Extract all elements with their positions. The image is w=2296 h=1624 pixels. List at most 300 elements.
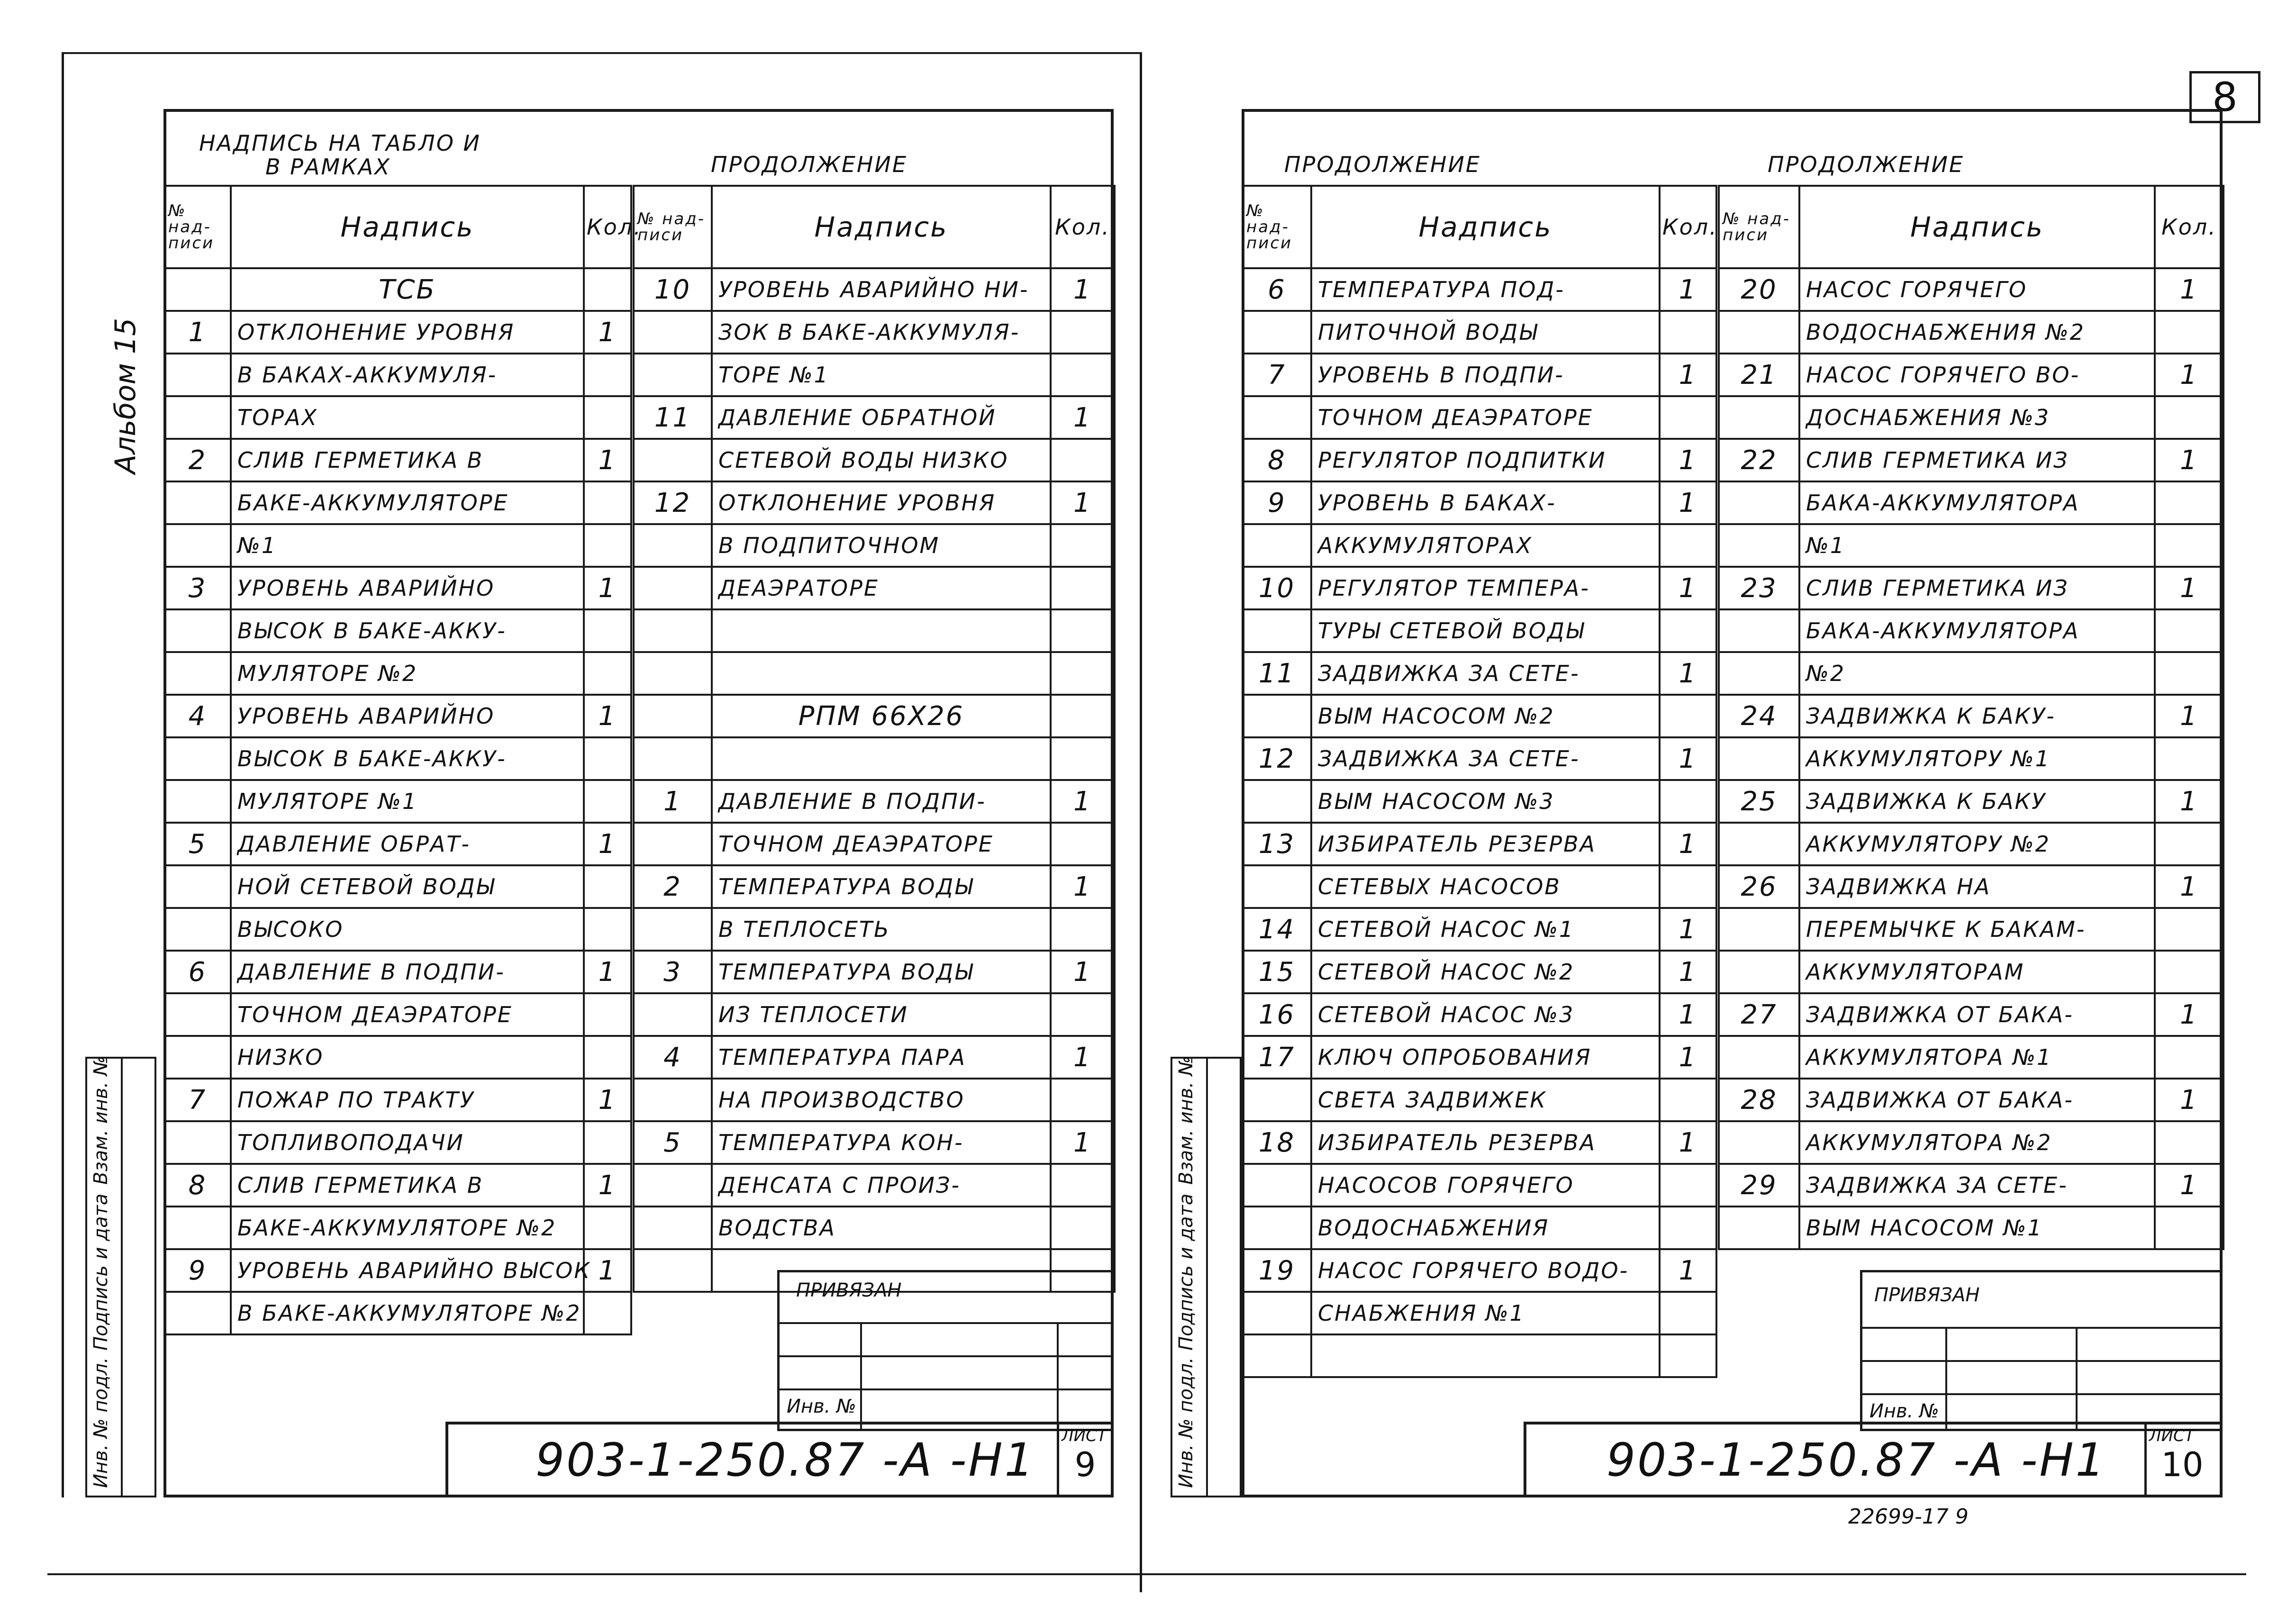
row-qty — [1051, 695, 1115, 737]
row-qty — [584, 780, 631, 823]
table-row — [164, 695, 631, 737]
row-qty: 1 — [1051, 1121, 1115, 1164]
row-number — [634, 695, 712, 737]
row-text — [1311, 1334, 1660, 1377]
row-text: ТУРЫ СЕТЕВОЙ ВОДЫ — [1311, 609, 1660, 652]
row-number — [164, 524, 231, 567]
row-qty: 1 — [584, 695, 631, 737]
row-number: 3 — [164, 567, 231, 609]
row-qty — [1660, 1207, 1716, 1249]
table-row — [634, 908, 1115, 951]
row-qty — [2155, 951, 2223, 993]
row-number: 15 — [1243, 951, 1311, 993]
table-row — [1719, 1036, 2223, 1079]
row-text: ЗАДВИЖКА ОТ БАКА- — [1799, 1079, 2155, 1121]
row-text: ЗОК В БАКЕ-АККУМУЛЯ- — [712, 311, 1051, 354]
row-number: 10 — [634, 268, 712, 311]
table-row — [1719, 823, 2223, 865]
row-number — [1719, 524, 1799, 567]
left-privyazan-grid — [777, 1322, 1114, 1324]
row-number: 21 — [1719, 354, 1799, 396]
row-number — [1719, 1121, 1799, 1164]
row-text: ВЫСОК В БАКЕ-АККУ- — [231, 609, 584, 652]
table-row — [634, 354, 1115, 396]
table-row — [1719, 780, 2223, 823]
row-qty — [584, 1207, 631, 1249]
table-row — [634, 780, 1115, 823]
row-text: СЛИВ ГЕРМЕТИКА В — [231, 1164, 584, 1207]
row-qty — [2155, 1121, 2223, 1164]
table-row — [164, 439, 631, 481]
left-page-number: 9 — [1074, 1445, 1096, 1484]
table-row — [1243, 1079, 1716, 1121]
left-privyazan-grid — [1057, 1322, 1059, 1431]
row-qty: 1 — [584, 567, 631, 609]
left-side-label-2: Подпись и дата — [90, 1193, 112, 1351]
table-row — [164, 1292, 631, 1334]
row-number — [164, 1121, 231, 1164]
row-qty: 1 — [1660, 951, 1716, 993]
col-header-text: Надпись — [231, 186, 584, 268]
row-text: СЕТЕВЫХ НАСОСОВ — [1311, 865, 1660, 908]
row-number — [634, 823, 712, 865]
row-text: АККУМУЛЯТОРАМ — [1799, 951, 2155, 993]
row-number — [634, 1079, 712, 1121]
row-number: 23 — [1719, 567, 1799, 609]
row-text: АККУМУЛЯТОРА №2 — [1799, 1121, 2155, 1164]
row-text: ВЫМ НАСОСОМ №1 — [1799, 1207, 2155, 1249]
row-number — [164, 1207, 231, 1249]
row-qty — [584, 865, 631, 908]
row-qty — [1660, 396, 1716, 439]
row-number — [1243, 524, 1311, 567]
table-row — [634, 609, 1115, 652]
table-row — [164, 865, 631, 908]
row-text: СЛИВ ГЕРМЕТИКА ИЗ — [1799, 567, 2155, 609]
row-number: 7 — [1243, 354, 1311, 396]
left-title-line2: В РАМКАХ — [265, 154, 391, 180]
row-qty: 1 — [1660, 268, 1716, 311]
row-qty: 1 — [1051, 481, 1115, 524]
table-row — [634, 737, 1115, 780]
right-side-label-1: Инв. № подл. — [1175, 1357, 1197, 1488]
row-number — [1719, 823, 1799, 865]
row-qty: 1 — [2155, 1079, 2223, 1121]
col-header-qty: Кол. — [1051, 186, 1115, 268]
row-text: АККУМУЛЯТОРУ №1 — [1799, 737, 2155, 780]
table-row — [1243, 823, 1716, 865]
row-number — [1243, 865, 1311, 908]
right-privyazan-grid — [1860, 1360, 2223, 1362]
row-number: 6 — [164, 951, 231, 993]
row-number — [1243, 1164, 1311, 1207]
row-text: НА ПРОИЗВОДСТВО — [712, 1079, 1051, 1121]
row-number: 20 — [1719, 268, 1799, 311]
table-row — [164, 1164, 631, 1207]
row-number — [1243, 1079, 1311, 1121]
row-text: ЗАДВИЖКА НА — [1799, 865, 2155, 908]
row-text: ПИТОЧНОЙ ВОДЫ — [1311, 311, 1660, 354]
left-doc-code: 903-1-250.87 -А -Н1 — [535, 1433, 1035, 1487]
table-row — [1719, 695, 2223, 737]
row-qty: 1 — [1660, 1036, 1716, 1079]
left-side-label-3: Взам. инв. № — [90, 1056, 112, 1185]
table-row — [1243, 993, 1716, 1036]
table-row — [1243, 567, 1716, 609]
row-text — [712, 737, 1051, 780]
row-text: ТОРАХ — [231, 396, 584, 439]
table-row — [1719, 268, 2223, 311]
row-text: СВЕТА ЗАДВИЖЕК — [1311, 1079, 1660, 1121]
row-number: 29 — [1719, 1164, 1799, 1207]
row-text: ЗАДВИЖКА К БАКУ- — [1799, 695, 2155, 737]
table-row — [164, 268, 631, 311]
row-text: ЗАДВИЖКА ОТ БАКА- — [1799, 993, 2155, 1036]
table-row — [634, 481, 1115, 524]
row-number: 11 — [1243, 652, 1311, 695]
row-text: РЕГУЛЯТОР ПОДПИТКИ — [1311, 439, 1660, 481]
row-number — [1719, 396, 1799, 439]
row-number — [164, 780, 231, 823]
table-row — [1719, 481, 2223, 524]
row-number — [1719, 1036, 1799, 1079]
row-text: УРОВЕНЬ АВАРИЙНО ВЫСОК — [231, 1249, 584, 1292]
row-qty: 1 — [2155, 1164, 2223, 1207]
table-row — [1243, 865, 1716, 908]
row-text: НАСОС ГОРЯЧЕГО — [1799, 268, 2155, 311]
row-qty: 1 — [1660, 439, 1716, 481]
row-text: В БАКАХ-АККУМУЛЯ- — [231, 354, 584, 396]
row-qty — [584, 1292, 631, 1334]
row-text: ТОПЛИВОПОДАЧИ — [231, 1121, 584, 1164]
left-table-2 — [633, 185, 1116, 1293]
row-qty — [2155, 481, 2223, 524]
table-row — [1719, 354, 2223, 396]
row-qty — [584, 268, 631, 311]
row-qty: 1 — [1660, 1121, 1716, 1164]
table-row — [1719, 567, 2223, 609]
left-side-label-1: Инв. № подл. — [90, 1357, 112, 1488]
row-qty — [2155, 311, 2223, 354]
row-qty — [1051, 737, 1115, 780]
row-number — [1719, 481, 1799, 524]
row-text: ЗАДВИЖКА ЗА СЕТЕ- — [1799, 1164, 2155, 1207]
row-qty: 1 — [1660, 823, 1716, 865]
table-row — [1243, 951, 1716, 993]
table-row — [634, 823, 1115, 865]
table-row — [1243, 1121, 1716, 1164]
row-number — [1719, 908, 1799, 951]
col-header-no: № над-писи — [1719, 186, 1799, 268]
row-text: ОТКЛОНЕНИЕ УРОВНЯ — [231, 311, 584, 354]
row-number — [634, 993, 712, 1036]
col-header-text: Надпись — [712, 186, 1051, 268]
row-text: ВЫМ НАСОСОМ №3 — [1311, 780, 1660, 823]
row-text: СНАБЖЕНИЯ №1 — [1311, 1292, 1660, 1334]
row-text: ОТКЛОНЕНИЕ УРОВНЯ — [712, 481, 1051, 524]
row-number: 7 — [164, 1079, 231, 1121]
row-number — [1719, 652, 1799, 695]
table-row — [634, 1079, 1115, 1121]
left-privyazan-grid — [777, 1355, 1114, 1357]
row-text: КЛЮЧ ОПРОБОВАНИЯ — [1311, 1036, 1660, 1079]
left-continuation-title: ПРОДОЛЖЕНИЕ — [711, 152, 908, 177]
row-text: СЕТЕВОЙ НАСОС №3 — [1311, 993, 1660, 1036]
row-qty: 1 — [1051, 268, 1115, 311]
row-text: В ТЕПЛОСЕТЬ — [712, 908, 1051, 951]
row-text: УРОВЕНЬ АВАРИЙНО НИ- — [712, 268, 1051, 311]
row-qty — [1660, 1334, 1716, 1377]
row-text: ВОДОСНАБЖЕНИЯ — [1311, 1207, 1660, 1249]
table-row — [164, 823, 631, 865]
table-row — [1243, 1164, 1716, 1207]
row-text: ТОЧНОМ ДЕАЭРАТОРЕ — [712, 823, 1051, 865]
right-doc-code: 903-1-250.87 -А -Н1 — [1606, 1433, 2106, 1487]
row-number — [164, 737, 231, 780]
row-number — [634, 567, 712, 609]
table-row — [164, 780, 631, 823]
row-text: №1 — [1799, 524, 2155, 567]
right-privyazan-grid — [1860, 1327, 2223, 1329]
row-qty: 1 — [1660, 652, 1716, 695]
row-number: 1 — [634, 780, 712, 823]
table-row — [1719, 311, 2223, 354]
table-row — [634, 268, 1115, 311]
row-qty: 1 — [1660, 737, 1716, 780]
row-qty — [2155, 1207, 2223, 1249]
row-text: НАСОС ГОРЯЧЕГО ВОДО- — [1311, 1249, 1660, 1292]
row-number: 18 — [1243, 1121, 1311, 1164]
row-text: НИЗКО — [231, 1036, 584, 1079]
table-row — [1243, 439, 1716, 481]
row-number — [1243, 1207, 1311, 1249]
row-text: НАСОСОВ ГОРЯЧЕГО — [1311, 1164, 1660, 1207]
row-text: №2 — [1799, 652, 2155, 695]
row-qty: 1 — [584, 823, 631, 865]
row-qty: 1 — [1051, 951, 1115, 993]
table-row — [634, 396, 1115, 439]
row-number: 13 — [1243, 823, 1311, 865]
archive-number: 22699-17 9 — [1848, 1505, 1969, 1529]
table-row — [1719, 1121, 2223, 1164]
row-number — [1719, 1207, 1799, 1249]
row-qty — [1660, 1079, 1716, 1121]
left-stamp-divider — [1057, 1422, 1059, 1497]
row-text: РПМ 66Х26 — [712, 695, 1051, 737]
row-number — [164, 1036, 231, 1079]
col-header-text: Надпись — [1799, 186, 2155, 268]
row-text: БАКЕ-АККУМУЛЯТОРЕ — [231, 481, 584, 524]
right-privyazan-grid — [1860, 1393, 2223, 1395]
row-number — [634, 1249, 712, 1292]
row-text: АККУМУЛЯТОРАХ — [1311, 524, 1660, 567]
row-number: 5 — [164, 823, 231, 865]
row-qty: 1 — [1660, 993, 1716, 1036]
row-number — [634, 311, 712, 354]
row-text: ИЗ ТЕПЛОСЕТИ — [712, 993, 1051, 1036]
row-text: ЗАДВИЖКА ЗА СЕТЕ- — [1311, 652, 1660, 695]
row-qty: 1 — [2155, 865, 2223, 908]
row-qty — [1660, 524, 1716, 567]
row-number — [1243, 396, 1311, 439]
row-number — [164, 865, 231, 908]
table-row — [1719, 865, 2223, 908]
row-number: 14 — [1243, 908, 1311, 951]
table-row — [1719, 609, 2223, 652]
table-row — [164, 1249, 631, 1292]
row-text: ТОЧНОМ ДЕАЭРАТОРЕ — [1311, 396, 1660, 439]
right-inv-label: Инв. № — [1869, 1400, 1939, 1422]
row-qty — [2155, 609, 2223, 652]
row-text: НОЙ СЕТЕВОЙ ВОДЫ — [231, 865, 584, 908]
row-text: В ПОДПИТОЧНОМ — [712, 524, 1051, 567]
right-continuation-title-1: ПРОДОЛЖЕНИЕ — [1284, 152, 1481, 177]
row-text — [712, 609, 1051, 652]
table-row — [164, 737, 631, 780]
table-row — [1719, 652, 2223, 695]
right-list-label: ЛИСТ — [2149, 1426, 2195, 1445]
table-row — [634, 1207, 1115, 1249]
row-number: 10 — [1243, 567, 1311, 609]
row-qty: 1 — [1051, 780, 1115, 823]
row-text: ТОРЕ №1 — [712, 354, 1051, 396]
table-row — [634, 1036, 1115, 1079]
row-qty: 1 — [2155, 567, 2223, 609]
table-row — [164, 993, 631, 1036]
row-text: ИЗБИРАТЕЛЬ РЕЗЕРВА — [1311, 1121, 1660, 1164]
row-qty — [584, 609, 631, 652]
row-qty — [584, 652, 631, 695]
row-text: ТОЧНОМ ДЕАЭРАТОРЕ — [231, 993, 584, 1036]
row-text: ЗАДВИЖКА ЗА СЕТЕ- — [1311, 737, 1660, 780]
row-number — [1243, 609, 1311, 652]
table-row — [634, 1164, 1115, 1207]
left-list-label: ЛИСТ — [1062, 1426, 1107, 1445]
row-qty — [2155, 1036, 2223, 1079]
row-text: БАКА-АККУМУЛЯТОРА — [1799, 481, 2155, 524]
right-continuation-title-2: ПРОДОЛЖЕНИЕ — [1768, 152, 1964, 177]
row-qty: 1 — [584, 1079, 631, 1121]
left-privyazan-grid — [777, 1388, 1114, 1390]
table-row — [1243, 737, 1716, 780]
row-number — [634, 1164, 712, 1207]
row-qty — [2155, 396, 2223, 439]
row-text: НАСОС ГОРЯЧЕГО ВО- — [1799, 354, 2155, 396]
row-qty — [1660, 1292, 1716, 1334]
row-text: ПОЖАР ПО ТРАКТУ — [231, 1079, 584, 1121]
row-text: БАКЕ-АККУМУЛЯТОРЕ №2 — [231, 1207, 584, 1249]
row-text: ИЗБИРАТЕЛЬ РЕЗЕРВА — [1311, 823, 1660, 865]
col-header-no: № над-писи — [164, 186, 231, 268]
table-row — [1719, 524, 2223, 567]
row-qty: 1 — [1051, 1036, 1115, 1079]
row-qty — [1051, 1079, 1115, 1121]
table-row — [1719, 1207, 2223, 1249]
row-qty — [584, 1036, 631, 1079]
row-qty: 1 — [1660, 908, 1716, 951]
row-qty — [584, 737, 631, 780]
row-qty — [1660, 695, 1716, 737]
row-number — [164, 609, 231, 652]
row-text: ТЕМПЕРАТУРА ВОДЫ — [712, 865, 1051, 908]
row-qty — [2155, 737, 2223, 780]
table-row — [1719, 908, 2223, 951]
row-text: В БАКЕ-АККУМУЛЯТОРЕ №2 — [231, 1292, 584, 1334]
row-qty — [1051, 354, 1115, 396]
row-number — [634, 609, 712, 652]
row-qty — [1051, 439, 1115, 481]
row-number — [1243, 695, 1311, 737]
right-table-2 — [1718, 185, 2224, 1250]
row-qty: 1 — [1051, 396, 1115, 439]
row-qty — [1051, 652, 1115, 695]
row-qty — [1051, 567, 1115, 609]
col-header-qty: Кол. — [2155, 186, 2223, 268]
table-row — [1243, 908, 1716, 951]
row-number — [1243, 1334, 1311, 1377]
row-text: ДЕНСАТА С ПРОИЗ- — [712, 1164, 1051, 1207]
table-row — [634, 951, 1115, 993]
row-number: 12 — [634, 481, 712, 524]
row-qty: 1 — [2155, 268, 2223, 311]
row-number — [164, 908, 231, 951]
row-qty: 1 — [1660, 567, 1716, 609]
row-qty: 1 — [584, 439, 631, 481]
row-number — [164, 652, 231, 695]
row-text: УРОВЕНЬ В ПОДПИ- — [1311, 354, 1660, 396]
row-qty — [1051, 1164, 1115, 1207]
table-row — [164, 354, 631, 396]
row-number — [634, 524, 712, 567]
row-number — [164, 354, 231, 396]
row-text: ТЕМПЕРАТУРА ПОД- — [1311, 268, 1660, 311]
row-text: СЕТЕВОЙ НАСОС №2 — [1311, 951, 1660, 993]
row-qty — [1660, 1164, 1716, 1207]
left-title-line1: НАДПИСЬ НА ТАБЛО И — [199, 130, 481, 156]
table-row — [634, 652, 1115, 695]
row-qty: 1 — [1051, 865, 1115, 908]
row-text: УРОВЕНЬ АВАРИЙНО — [231, 695, 584, 737]
table-row — [1243, 695, 1716, 737]
row-number — [164, 1292, 231, 1334]
row-qty: 1 — [2155, 695, 2223, 737]
fold-line — [1140, 52, 1142, 1592]
row-number: 16 — [1243, 993, 1311, 1036]
row-qty — [1051, 823, 1115, 865]
album-label: Альбом 15 — [109, 318, 142, 474]
row-text: ВОДСТВА — [712, 1207, 1051, 1249]
table-row — [1243, 1207, 1716, 1249]
table-row — [1719, 396, 2223, 439]
row-text: ТЕМПЕРАТУРА ВОДЫ — [712, 951, 1051, 993]
table-row — [1719, 737, 2223, 780]
right-page-number: 10 — [2161, 1445, 2204, 1484]
row-qty — [584, 908, 631, 951]
row-text: ДОСНАБЖЕНИЯ №3 — [1799, 396, 2155, 439]
row-number — [634, 737, 712, 780]
right-privyazan-grid — [2076, 1327, 2078, 1431]
table-row — [1243, 1334, 1716, 1377]
row-number — [1719, 951, 1799, 993]
row-number: 26 — [1719, 865, 1799, 908]
top-border — [62, 52, 1142, 54]
row-number: 28 — [1719, 1079, 1799, 1121]
row-qty — [584, 993, 631, 1036]
table-row — [164, 1121, 631, 1164]
row-number — [1719, 609, 1799, 652]
row-text: ВЫСОК В БАКЕ-АККУ- — [231, 737, 584, 780]
row-text: ПЕРЕМЫЧКЕ К БАКАМ- — [1799, 908, 2155, 951]
